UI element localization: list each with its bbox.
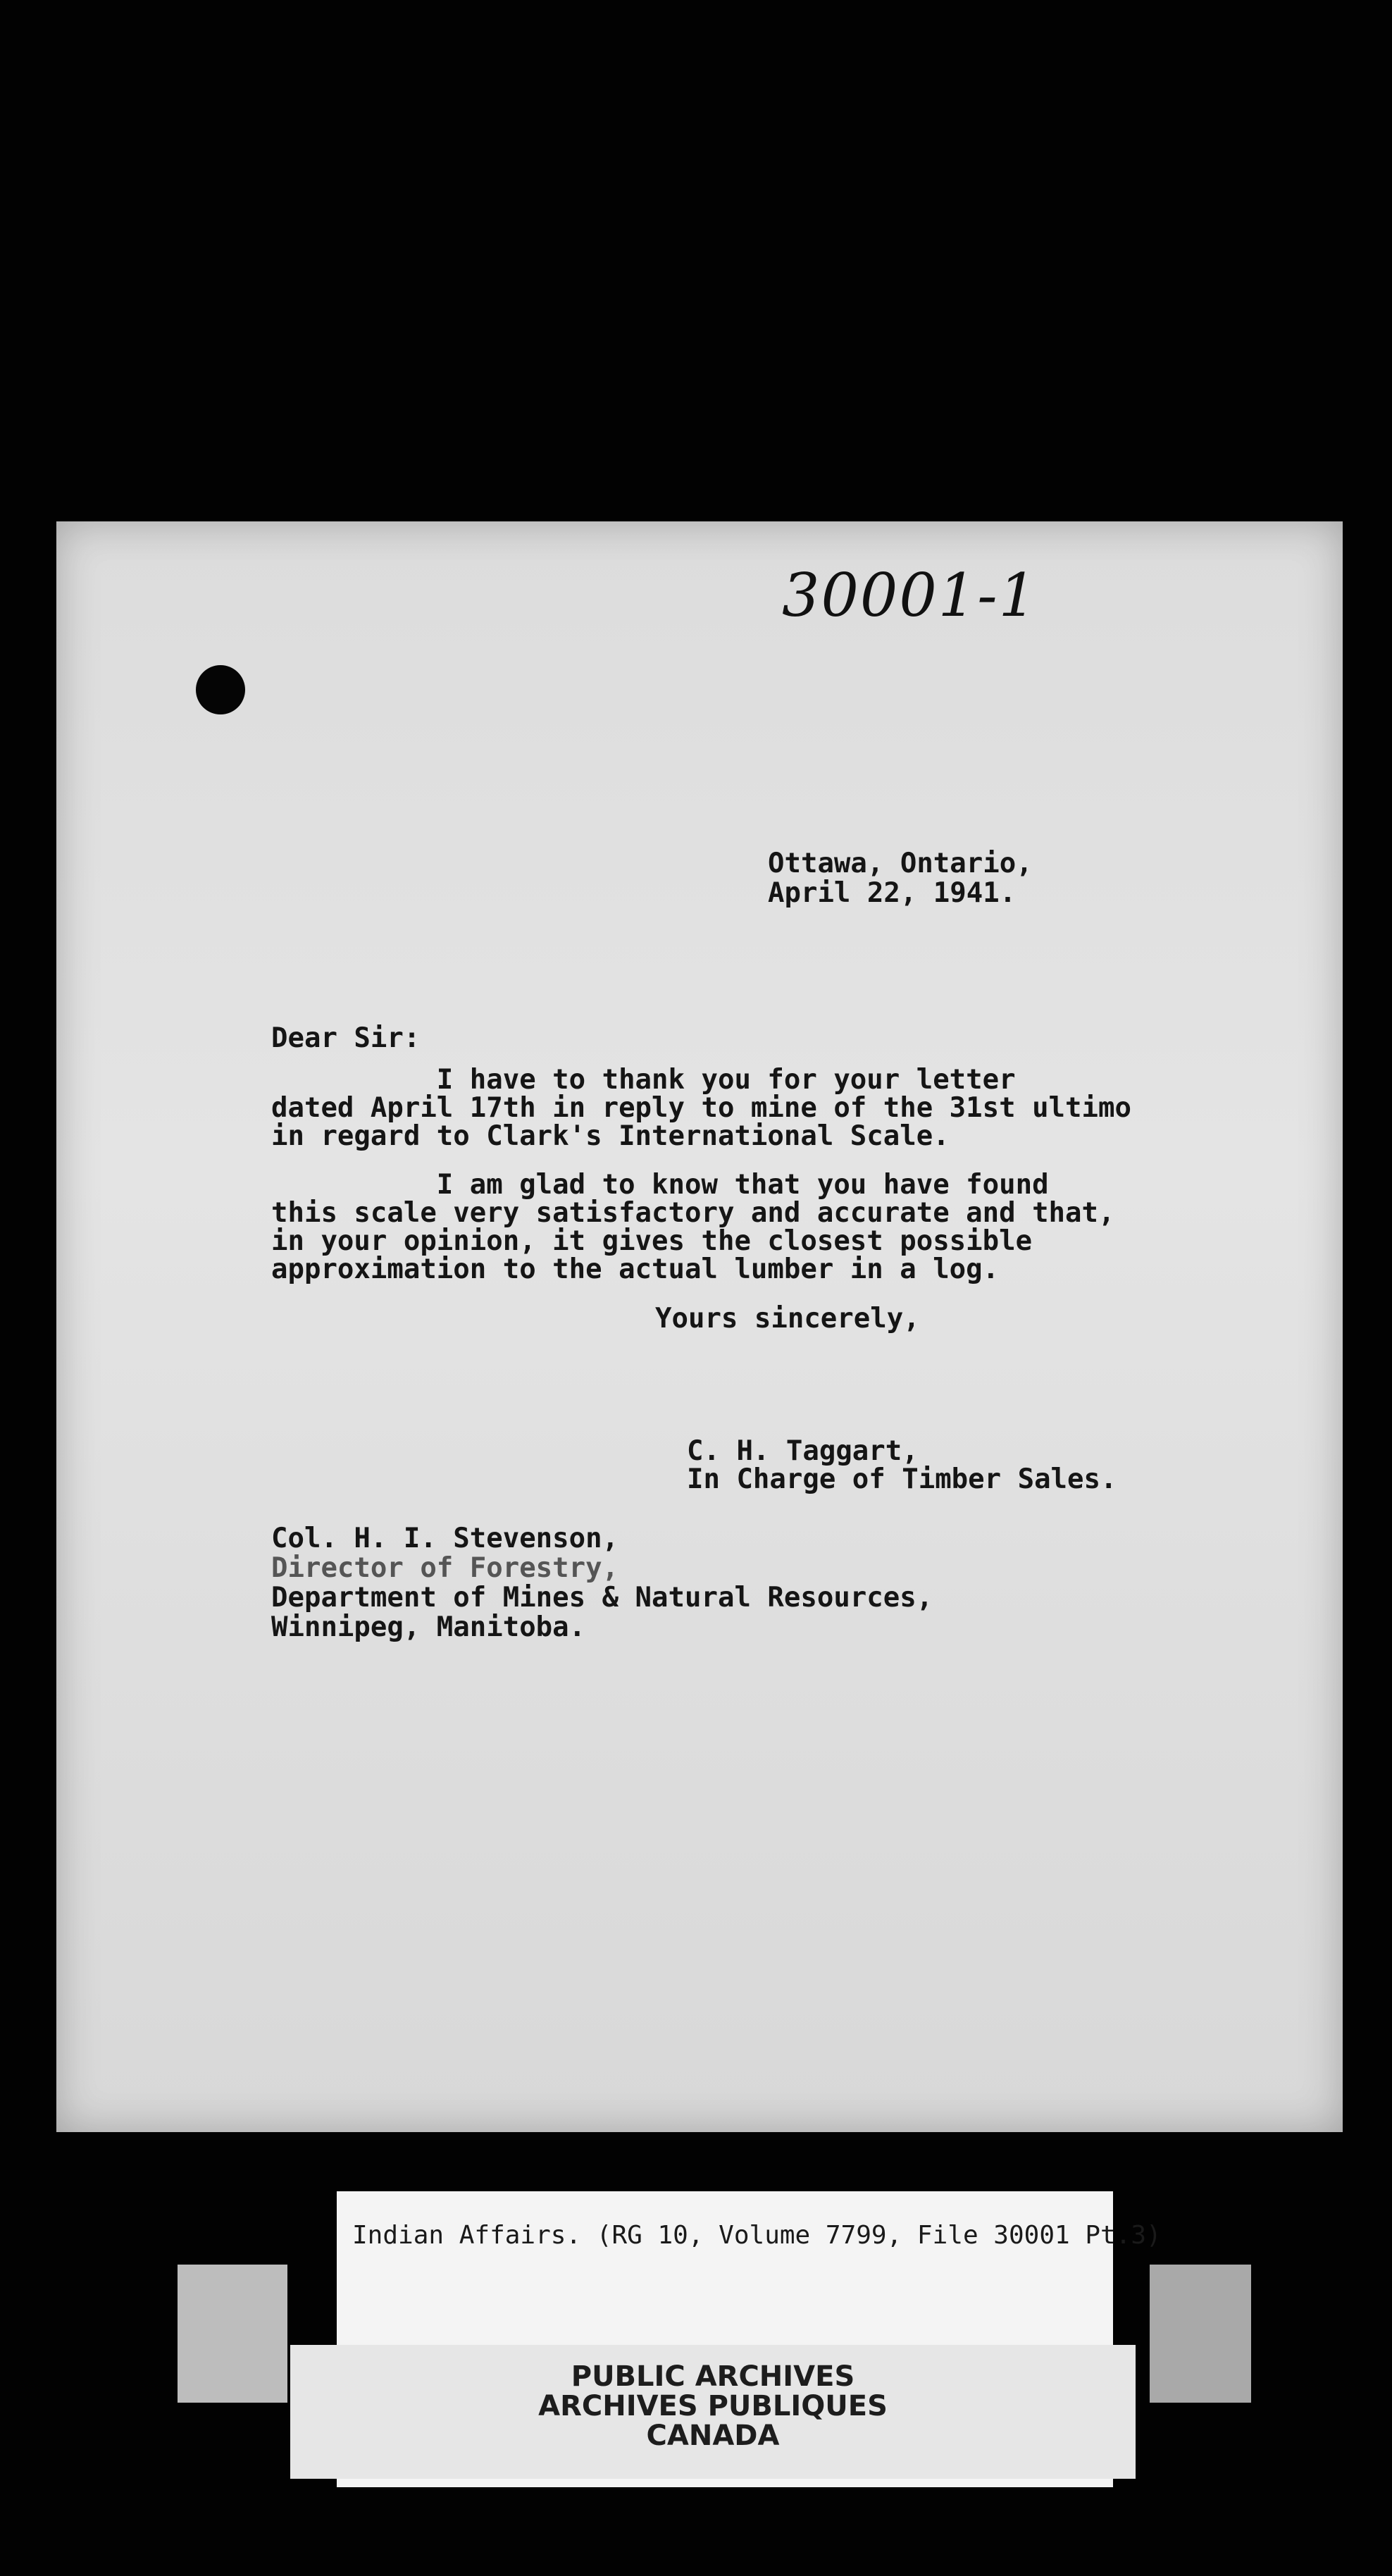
recipient-line-2: Director of Forestry,	[271, 1552, 619, 1584]
salutation: Dear Sir:	[271, 1022, 421, 1054]
closing: Yours sincerely,	[655, 1303, 920, 1335]
stamp-line-3: CANADA	[646, 2420, 780, 2452]
letter-date: April 22, 1941.	[768, 877, 1017, 909]
signatory-title: In Charge of Timber Sales.	[687, 1463, 1117, 1495]
archives-stamp	[290, 2345, 1136, 2479]
stamp-line-2: ARCHIVES PUBLIQUES	[538, 2390, 888, 2422]
signatory-name: C. H. Taggart,	[687, 1435, 919, 1467]
stamp-line-1: PUBLIC ARCHIVES	[571, 2360, 855, 2393]
recipient-line-3: Department of Mines & Natural Resources,	[271, 1582, 933, 1614]
body-paragraph-1: I have to thank you for your letter dated April 17th in reply to mine of the 31st ultimo in regard to Clark's International Scale.	[271, 1064, 1131, 1152]
label-tab-right	[1150, 2265, 1251, 2403]
recipient-line-1: Col. H. I. Stevenson,	[271, 1523, 619, 1554]
body-paragraph-2: I am glad to know that you have found this scale very satisfactory and accurate and that, in your opinion, it gives the closest possible approximation to the actual lumber in a log.	[271, 1169, 1115, 1285]
handwritten-file-number: 30001-1	[782, 561, 1038, 630]
archive-reference-text: Indian Affairs. (RG 10, Volume 7799, File 30001 Pt.3)	[352, 2221, 1162, 2250]
label-tab-left	[178, 2265, 287, 2403]
punch-hole	[196, 665, 245, 714]
recipient-line-4: Winnipeg, Manitoba.	[271, 1611, 586, 1643]
letter-place: Ottawa, Ontario,	[768, 848, 1033, 879]
